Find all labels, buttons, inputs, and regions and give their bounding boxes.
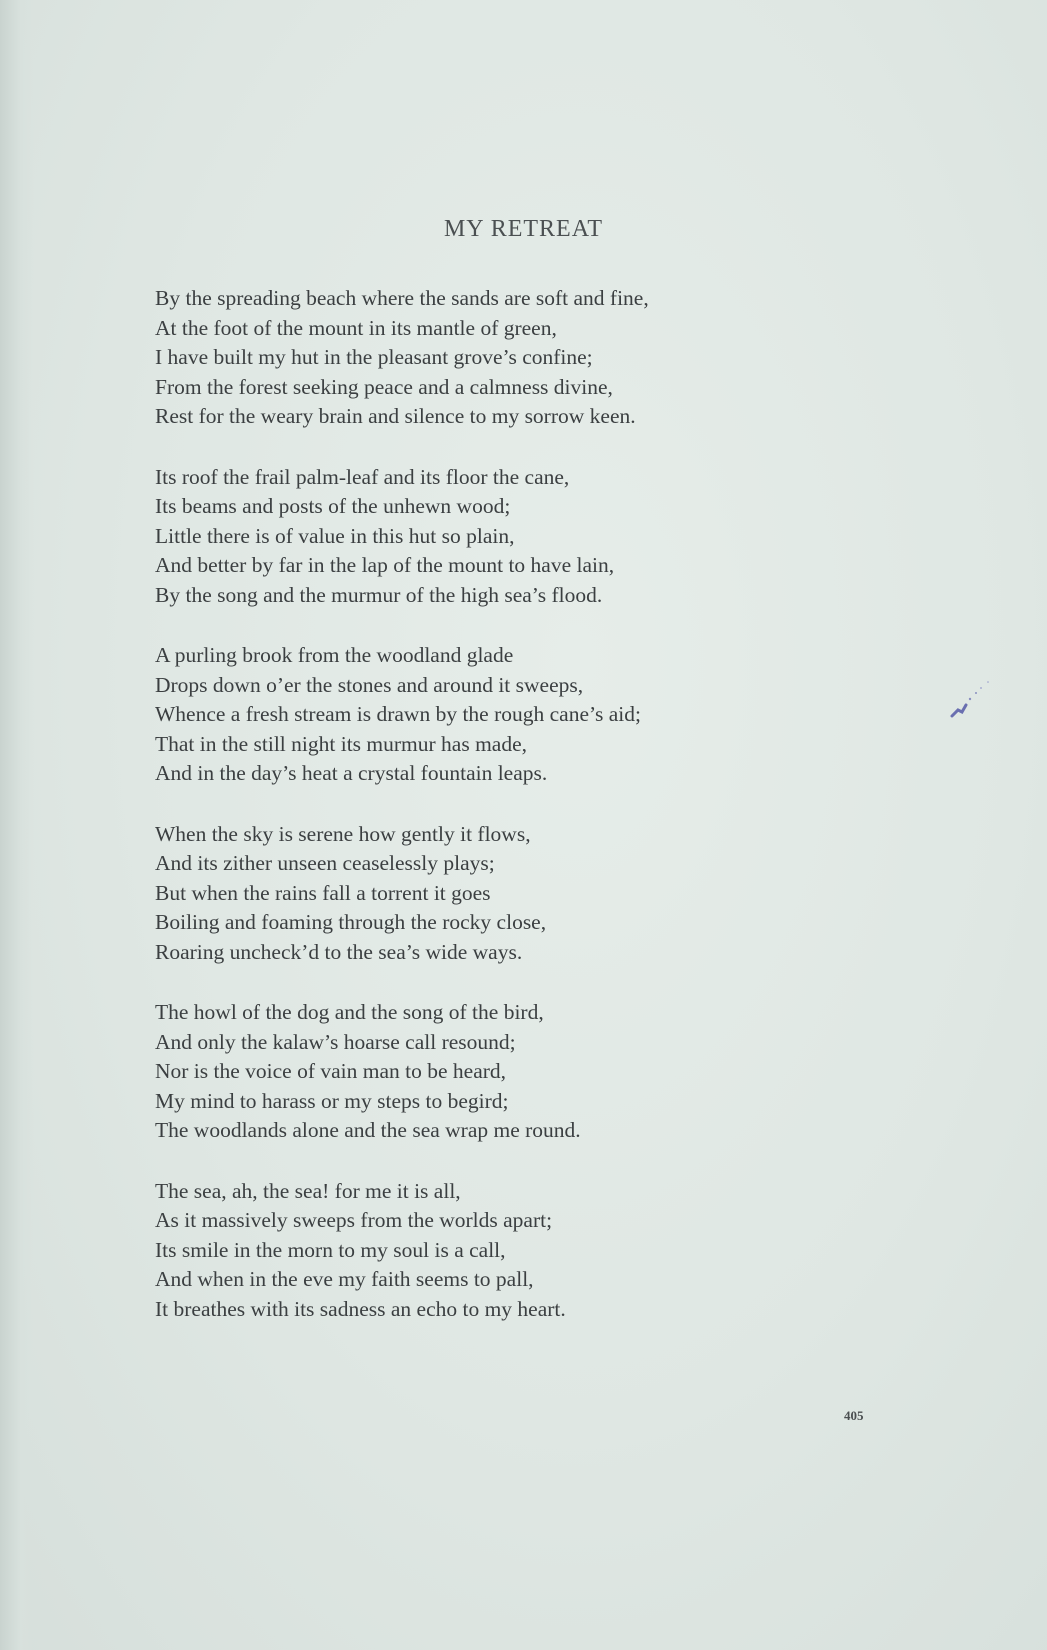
poem-line: And better by far in the lap of the mount to have lain, — [155, 553, 615, 577]
poem-line: And only the kalaw’s hoarse call resound; — [155, 1029, 516, 1054]
poem-line: Drops down o’er the stones and around it sweeps, — [155, 672, 584, 697]
poem-line: When the sky is serene how gently it flows, — [155, 821, 531, 846]
poem-line: From the forest seeking peace and a calmness divine, — [155, 374, 613, 399]
poem-line: That in the still night its murmur has made, — [155, 731, 528, 756]
poem-line: A purling brook from the woodland glade — [155, 643, 514, 667]
poem-body — [155, 284, 915, 1355]
poem-line: As it massively sweeps from the worlds apart; — [155, 1208, 553, 1232]
page-number: 405 — [844, 1408, 864, 1423]
poem-line: Nor is the voice of vain man to be heard, — [155, 1059, 507, 1083]
poem-line: And when in the eve my faith seems to pall, — [155, 1267, 534, 1291]
poem-line: Roaring uncheck’d to the sea’s wide ways. — [155, 939, 523, 964]
poem-line: But when the rains fall a torrent it goes — [155, 880, 491, 905]
poem-title: MY RETREAT — [443, 216, 604, 242]
poem-line: At the foot of the mount in its mantle of green, — [155, 315, 557, 340]
poem-line: Its roof the frail palm-leaf and its floor the cane, — [155, 464, 570, 489]
poem-line: Its beams and posts of the unhewn wood; — [155, 494, 511, 518]
ink-smudge-icon — [948, 672, 1008, 732]
poem-line: Its smile in the morn to my soul is a call, — [155, 1237, 506, 1262]
poem-line: The howl of the dog and the song of the bird, — [155, 1000, 544, 1024]
poem-line: The woodlands alone and the sea wrap me round. — [155, 1118, 581, 1142]
poem-line: It breathes with its sadness an echo to my heart. — [155, 1296, 566, 1321]
poem-line: And in the day’s heat a crystal fountain leaps. — [155, 761, 548, 785]
poem-line: By the song and the murmur of the high sea’s flood. — [155, 582, 603, 607]
poem-line: My mind to harass or my steps to begird; — [155, 1088, 509, 1113]
poem-line: Boiling and foaming through the rocky close, — [155, 910, 547, 934]
poem-line: Rest for the weary brain and silence to my sorrow keen. — [155, 404, 636, 428]
stanza-5 — [155, 998, 915, 1146]
poem-line: The sea, ah, the sea! for me it is all, — [155, 1178, 461, 1203]
poem-line: And its zither unseen ceaselessly plays; — [155, 851, 495, 875]
stanza-6 — [155, 1177, 915, 1325]
poem-line: Whence a fresh stream is drawn by the rough cane’s aid; — [155, 702, 641, 726]
stanza-3 — [155, 641, 915, 789]
stanza-4 — [155, 820, 915, 968]
poem-line: Little there is of value in this hut so plain, — [155, 523, 515, 548]
poem-line: By the spreading beach where the sands are soft and fine, — [155, 286, 649, 310]
poem-line: I have built my hut in the pleasant grove’s confine; — [155, 345, 593, 369]
binding-shadow — [0, 0, 34, 1650]
stanza-2 — [155, 463, 915, 611]
stanza-1 — [155, 284, 915, 432]
